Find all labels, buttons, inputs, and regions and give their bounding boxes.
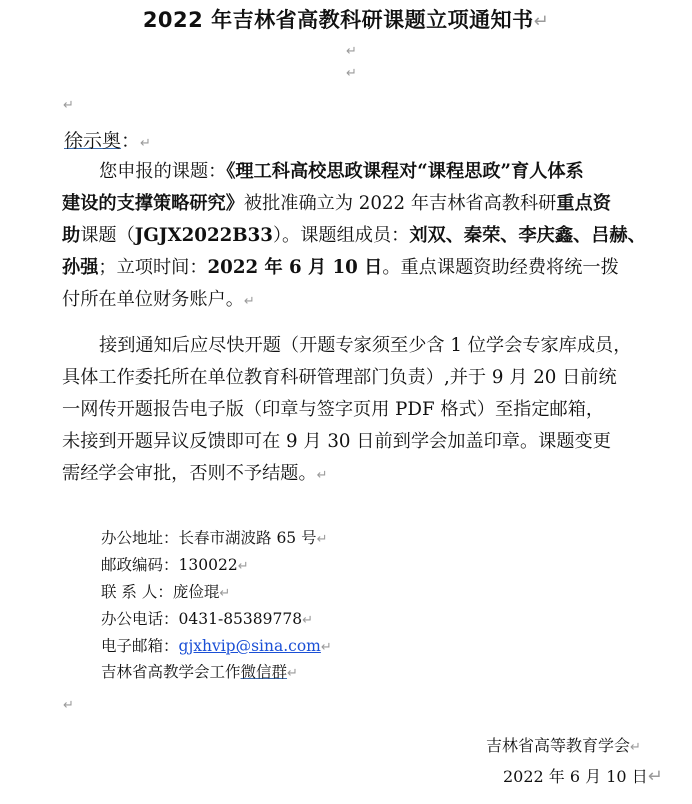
paragraph-mark-icon: ↵ [63, 698, 74, 713]
paragraph-mark-icon: ↵ [243, 294, 255, 309]
paragraph-mark-icon: ↵ [140, 136, 151, 151]
paragraph-mark-icon: ↵ [316, 468, 328, 483]
notice-paragraph-1: 您申报的课题：《理工科高校思政课程对“课程思政”育人体系 建设的支撑策略研究》被批准确立为 2022 年吉林省高教科研重点资 助课题（JGJX2022B33）。课题组成员：刘双、秦荣、李庆鑫、吕赫、 孙强；立项时间：2022 年 6 月 10 日。重点课题资助经费将统一拨 付所在单位财务账户。↵ [62, 161, 646, 310]
paragraph-mark-icon: ↵ [302, 613, 313, 628]
notice-title: 2022 年吉林省高教科研课题立项通知书↵ [142, 8, 550, 32]
paragraph-mark-icon: ↵ [630, 740, 641, 755]
signature-organization: 吉林省高等教育学会↵ [486, 736, 641, 755]
paragraph-mark-icon: ↵ [287, 666, 298, 681]
paragraph-mark-icon: ↵ [316, 532, 328, 547]
signature-date: 2022 年 6 月 10 日↵ [503, 766, 663, 787]
wechat-group-link[interactable]: 微信群 [240, 663, 288, 681]
contact-email: 电子邮箱：gjxhvip@sina.com↵ [101, 637, 332, 655]
paragraph-mark-icon: ↵ [647, 766, 663, 787]
paragraph-mark-icon: ↵ [346, 44, 357, 59]
paragraph-mark-icon: ↵ [320, 640, 332, 655]
contact-person: 联 系 人：庞俭琨↵ [101, 583, 231, 601]
paragraph-mark-icon: ↵ [237, 559, 249, 574]
paragraph-mark-icon: ↵ [346, 66, 357, 81]
contact-address: 办公地址：长春市湖波路 65 号↵ [101, 529, 328, 547]
salutation: 徐示奥：↵ [64, 130, 151, 152]
email-link[interactable]: gjxhvip@sina.com [178, 637, 321, 655]
paragraph-mark-icon: ↵ [63, 98, 74, 113]
paragraph-mark-icon: ↵ [219, 586, 231, 601]
paragraph-mark-icon: ↵ [533, 11, 550, 32]
notice-paragraph-2: 接到通知后应尽快开题（开题专家须至少含 1 位学会专家库成员， 具体工作委托所在单位教育科研管理部门负责）,并于 9 月 20 日前统 一网传开题报告电子版（印章与签字页用 PDF 格式）至指定邮箱， 未接到开题异议反馈即可在 9 月 30 日前到学会加盖印章。课题变更 需经学会审批，否则不予结题。↵ [62, 335, 632, 484]
contact-phone: 办公电话：0431-85389778↵ [101, 610, 313, 628]
recipient-name: 徐示奥 [64, 130, 122, 152]
contact-postal-code: 邮政编码：130022↵ [101, 556, 249, 574]
contact-wechat: 吉林省高教学会工作微信群↵ [101, 663, 298, 681]
